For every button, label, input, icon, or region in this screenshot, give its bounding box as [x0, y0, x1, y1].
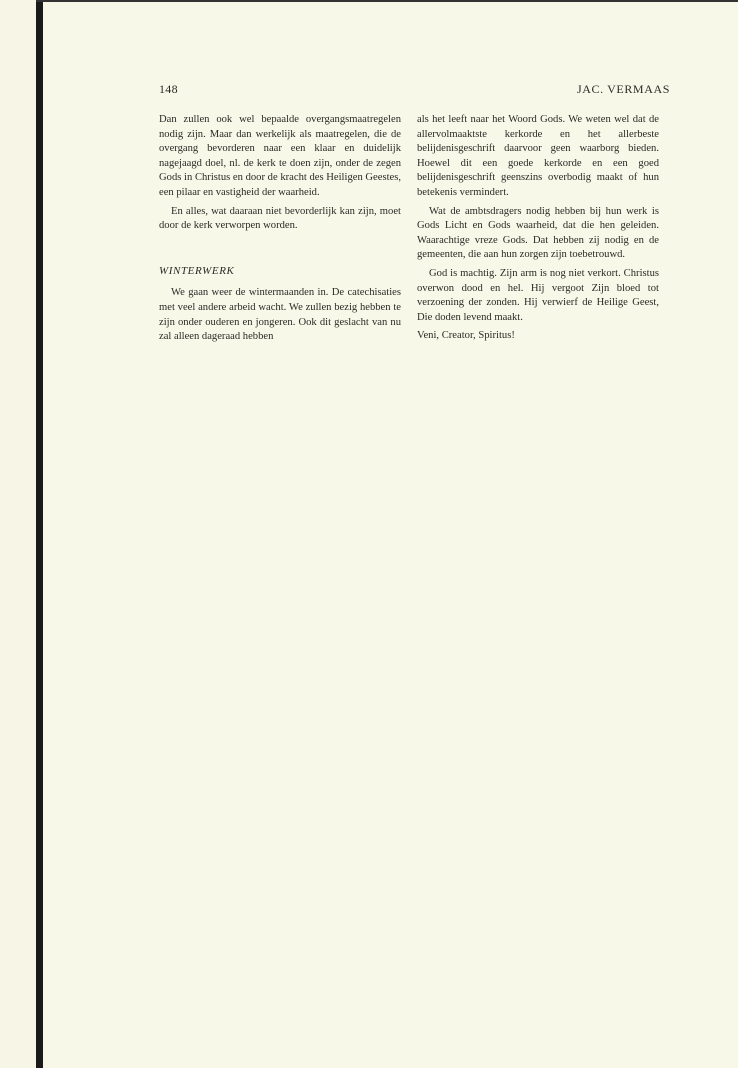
text-column-left	[159, 113, 401, 349]
text-column-right	[417, 113, 659, 348]
paragraph: We gaan weer de wintermaanden in. De catechisaties met veel andere arbeid wacht. We zullen bezig hebben te zijn onder ouderen en jongeren. Ook dit geslacht van nu zal alleen dageraad hebben	[159, 287, 401, 343]
section-heading: WINTERWERK	[159, 264, 235, 277]
paragraph: Dan zullen ook wel bepaalde overgangsmaatregelen nodig zijn. Maar dan werkelijk als maatregelen, die de overgang bevorderen naar een klaar en duidelijk nagejaagd doel, nl. de kerk te doen zijn, onder de zegen Gods in Christus en door de kracht des Heiligen Geestes, een pilaar en vastigheid der waarheid.	[159, 114, 401, 198]
closing-line: Veni, Creator, Spiritus!	[417, 330, 515, 342]
running-head-author: JAC. VERMAAS	[577, 82, 670, 96]
paragraph: Wat de ambtsdragers nodig hebben bij hun werk is Gods Licht en Gods waarheid, dat die hen geleiden. Waarachtige vreze Gods. Dat hebben zij nodig en de gemeenten, die aan hun zorgen zijn toebetrouwd.	[417, 205, 659, 261]
paragraph: als het leeft naar het Woord Gods. We weten wel dat de allervolmaaktste kerkorde en het allerbeste belijdenisgeschrift daarvoor geen waarborg bieden. Hoewel dit een goede kerkorde en een goed belijdenisgeschrift geenszins overbodig maakt of hun betekenis vermindert.	[417, 114, 659, 198]
scan-border-left	[36, 0, 43, 1068]
paragraph: En alles, wat daaraan niet bevorderlijk kan zijn, moet door de kerk verworpen worden.	[159, 205, 401, 232]
page-number: 148	[159, 82, 178, 96]
paragraph: God is machtig. Zijn arm is nog niet verkort. Christus overwon dood en hel. Hij vergoot Zijn bloed tot verzoening der zonden. Hij verwierf de Heilige Geest, Die doden levend maakt.	[417, 267, 659, 323]
